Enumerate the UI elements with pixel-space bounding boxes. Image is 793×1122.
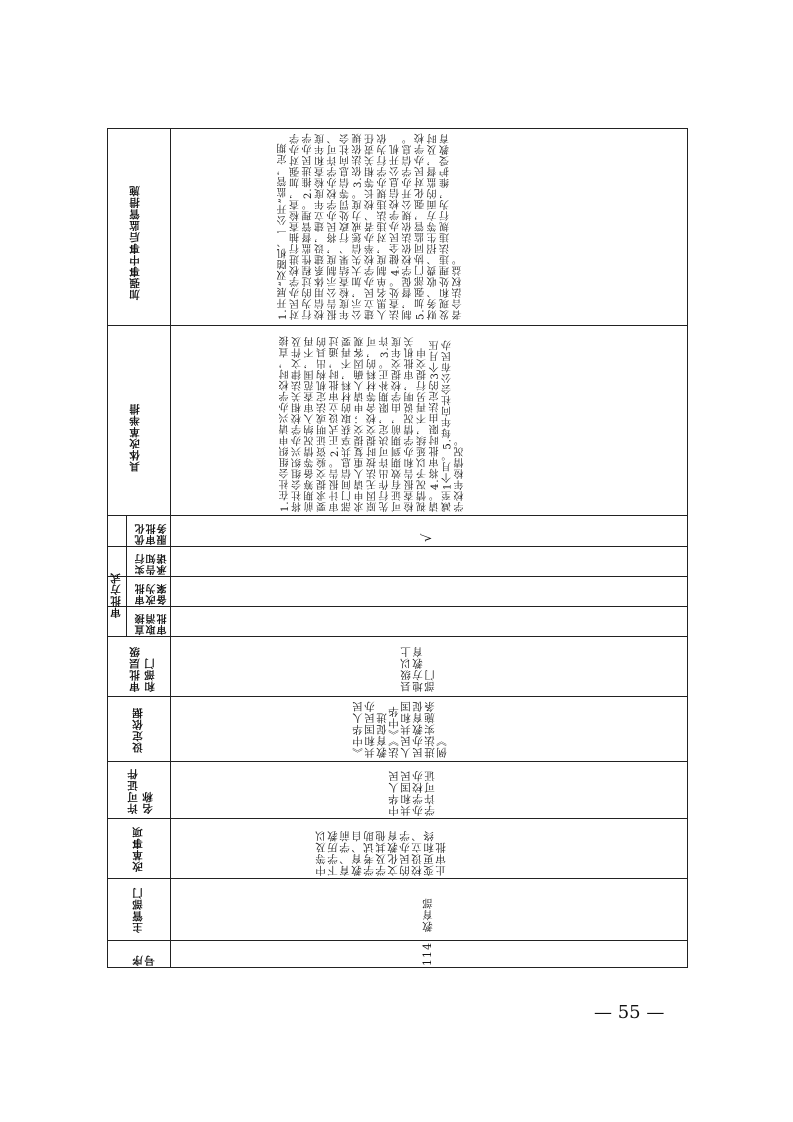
row-divider	[107, 818, 688, 819]
row-divider	[107, 696, 688, 697]
row-divider	[107, 636, 688, 637]
header-approval-group: 审批方式	[110, 572, 122, 618]
cell-seq: 114	[421, 942, 434, 966]
header-filing: 审批改为备案	[136, 583, 169, 605]
header-level: 审批层级和部门	[129, 646, 156, 692]
header-item: 改革事项	[132, 826, 144, 872]
row-divider	[107, 940, 688, 941]
approval-subdivider	[126, 515, 127, 636]
row-divider	[107, 576, 688, 577]
row-divider	[107, 606, 688, 607]
header-measures: 具体改革举措	[129, 403, 141, 472]
header-dept: 主管部门	[132, 887, 144, 933]
header-basis: 设定依据	[132, 707, 144, 753]
header-supervision: 加强事中事后监管措施	[129, 185, 141, 300]
row-divider	[107, 878, 688, 879]
row-divider	[107, 325, 688, 326]
row-divider	[107, 515, 688, 516]
header-license: 许可证件名称	[127, 768, 154, 814]
header-divider	[170, 128, 171, 968]
cell-measures: 1.在社会组织申请兴办学校时，直接将社会组织兴办学校相关法律文件及前期筹备等情况纳入审查范围，不再要求提交验资证明或法定机构出具的审计报告。2.正式设立审批时，通过部门间信息共享获取的材料，不再要求申请人重复提交；申请人确因客观原因无法按时提交校舍等材料的，可先行作出许可决定，限期补正。3.许可证有效期到期前，由学校提交年度检查报告和办学情况说明，审批机关视情况予以延续，不再另行提交申请。4.将审批时限由法定的3个月压减至1个月。5.每年向社会公布民办学校年检情况。	[280, 335, 466, 512]
header-optimize: 优化审批服务	[136, 523, 169, 545]
header-cancel: 直接取消审批	[136, 613, 169, 635]
cell-optimize-mark: √	[420, 532, 435, 542]
header-notice: 实行告知承诺	[136, 553, 169, 575]
cell-supervision: 1.开展“双随机、一公开”监管，定期对民办学校进行抽查检查，加强对办学行为的过程性监督管理。2.推进民办学校信用体系建设，建立年度检查和年度报告公示制度，将民办学校办学许可、年度检查结果、行政处罚等信息向社会公示，加大失信惩戒力度。3.依法依规建立民办学校举办者、校长等相关责任人黑名单制度，对违法违规办学行为依法查处。4.健全民办学校信息公开机制，督促学校依法依规公开办学信息。5.加强部门协同监管，强化对民办学校财务、收费、招生等方面的监督，及时发现和处理违法违规行为，维护受教育者合法权益。	[278, 132, 464, 320]
row-divider	[107, 546, 688, 547]
row-divider	[107, 761, 688, 762]
cell-license: 中华人民共和国民办学校办学许可证	[388, 770, 436, 816]
cell-level: 县级以上地方教育部门	[400, 646, 436, 692]
page-number: — 55 —	[594, 1002, 665, 1023]
cell-item: 中等及以下学历教育、学前教育、自学考试助学及其他文化教育的民办学校设立、变更和终止审批	[315, 830, 447, 876]
cell-dept: 教育部	[422, 897, 434, 932]
cell-basis: 《中华人民共和国民办教育促进法》《中华人民共和国民办教育促进法实施条例》	[352, 700, 448, 758]
header-seq: 序号	[132, 954, 156, 966]
